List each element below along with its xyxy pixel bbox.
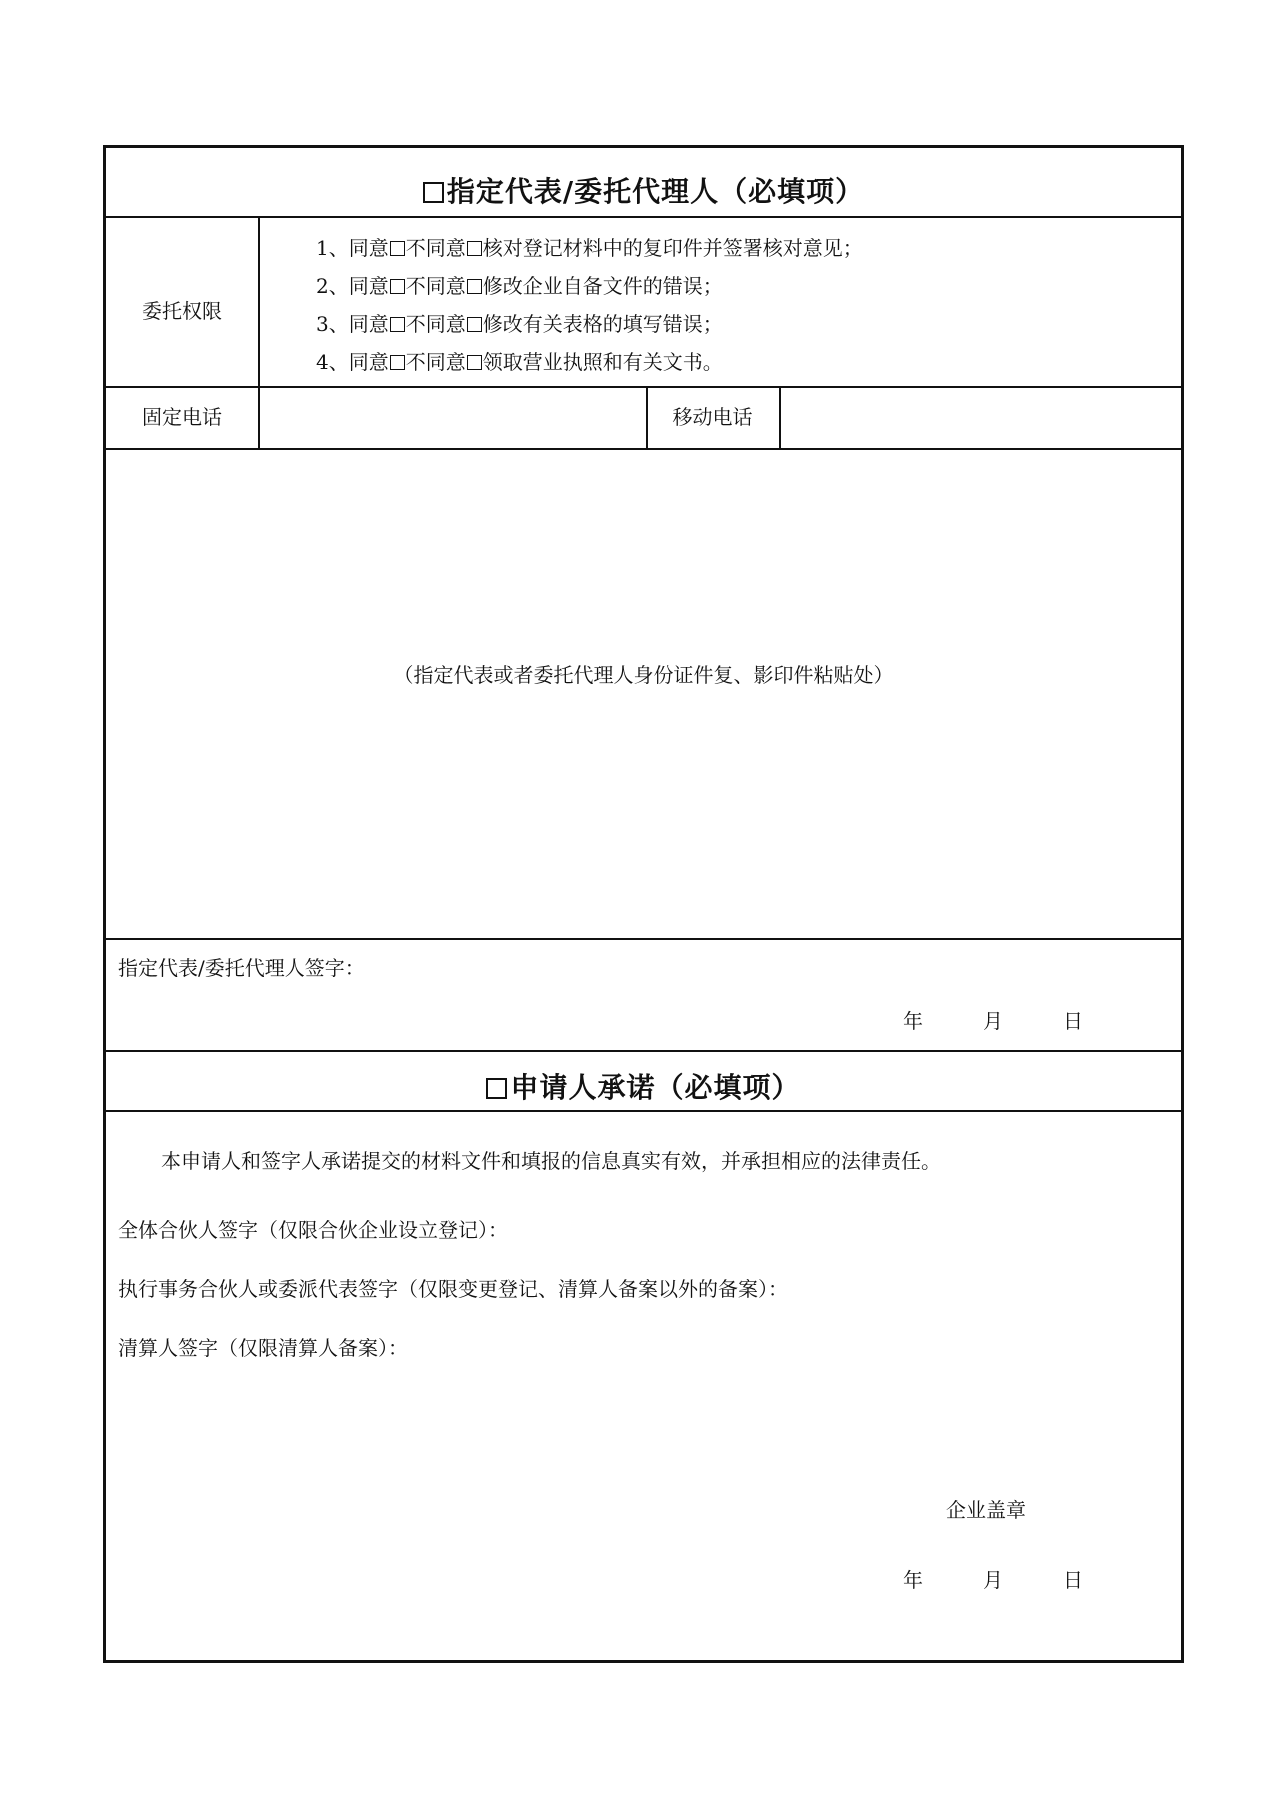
disagree-checkbox-3[interactable] (467, 317, 482, 332)
agree-checkbox-1[interactable] (390, 241, 405, 256)
liquidator-signature-label: 清算人签字（仅限清算人备案）： (118, 1336, 408, 1360)
divider (106, 1050, 1181, 1052)
partners-signature-label: 全体合伙人签字（仅限合伙企业设立登记）： (118, 1218, 508, 1242)
authority-item-1: 1、同意 不同意 核对登记材料中的复印件并签署核对意见； (316, 236, 863, 260)
date-day: 日 (1063, 1568, 1083, 1592)
authority-item-3: 3、同意 不同意 修改有关表格的填写错误； (316, 312, 723, 336)
authority-item-2: 2、同意 不同意 修改企业自备文件的错误； (316, 274, 723, 298)
agent-signature-label: 指定代表/委托代理人签字： (118, 956, 365, 980)
authority-item-4: 4、同意 不同意 领取营业执照和有关文书。 (316, 350, 723, 374)
disagree-checkbox-1[interactable] (467, 241, 482, 256)
landline-field[interactable] (260, 388, 646, 446)
date-year: 年 (903, 1009, 923, 1033)
date-month: 月 (983, 1568, 1003, 1592)
date-month: 月 (983, 1009, 1003, 1033)
id-paste-note: （指定代表或者委托代理人身份证件复、影印件粘贴处） (393, 663, 894, 687)
agree-checkbox-4[interactable] (390, 355, 405, 370)
agree-checkbox-3[interactable] (390, 317, 405, 332)
disagree-checkbox-4[interactable] (467, 355, 482, 370)
divider (106, 1110, 1181, 1112)
registration-form (103, 145, 1184, 1663)
section2-title-text: 申请人承诺（必填项） (510, 1071, 801, 1104)
authority-label: 委托权限 (142, 299, 222, 323)
commitment-text: 本申请人和签字人承诺提交的材料文件和填报的信息真实有效，并承担相应的法律责任。 (161, 1149, 941, 1173)
section1-title (106, 170, 1181, 210)
date-year: 年 (903, 1568, 923, 1592)
section2-checkbox[interactable] (486, 1078, 507, 1099)
landline-label: 固定电话 (142, 405, 222, 429)
divider (258, 216, 260, 386)
section2-title (106, 1066, 1181, 1106)
company-seal-label: 企业盖章 (946, 1498, 1026, 1522)
date-day: 日 (1063, 1009, 1083, 1033)
section1-title-text: 指定代表/委托代理人（必填项） (446, 175, 865, 208)
executive-signature-label: 执行事务合伙人或委派代表签字（仅限变更登记、清算人备案以外的备案）： (118, 1277, 788, 1301)
divider (106, 216, 1181, 218)
section1-checkbox[interactable] (423, 182, 444, 203)
divider (106, 448, 1181, 450)
mobile-field[interactable] (781, 388, 1181, 446)
disagree-checkbox-2[interactable] (467, 279, 482, 294)
mobile-label: 移动电话 (672, 405, 753, 429)
agree-checkbox-2[interactable] (390, 279, 405, 294)
divider (106, 938, 1181, 940)
